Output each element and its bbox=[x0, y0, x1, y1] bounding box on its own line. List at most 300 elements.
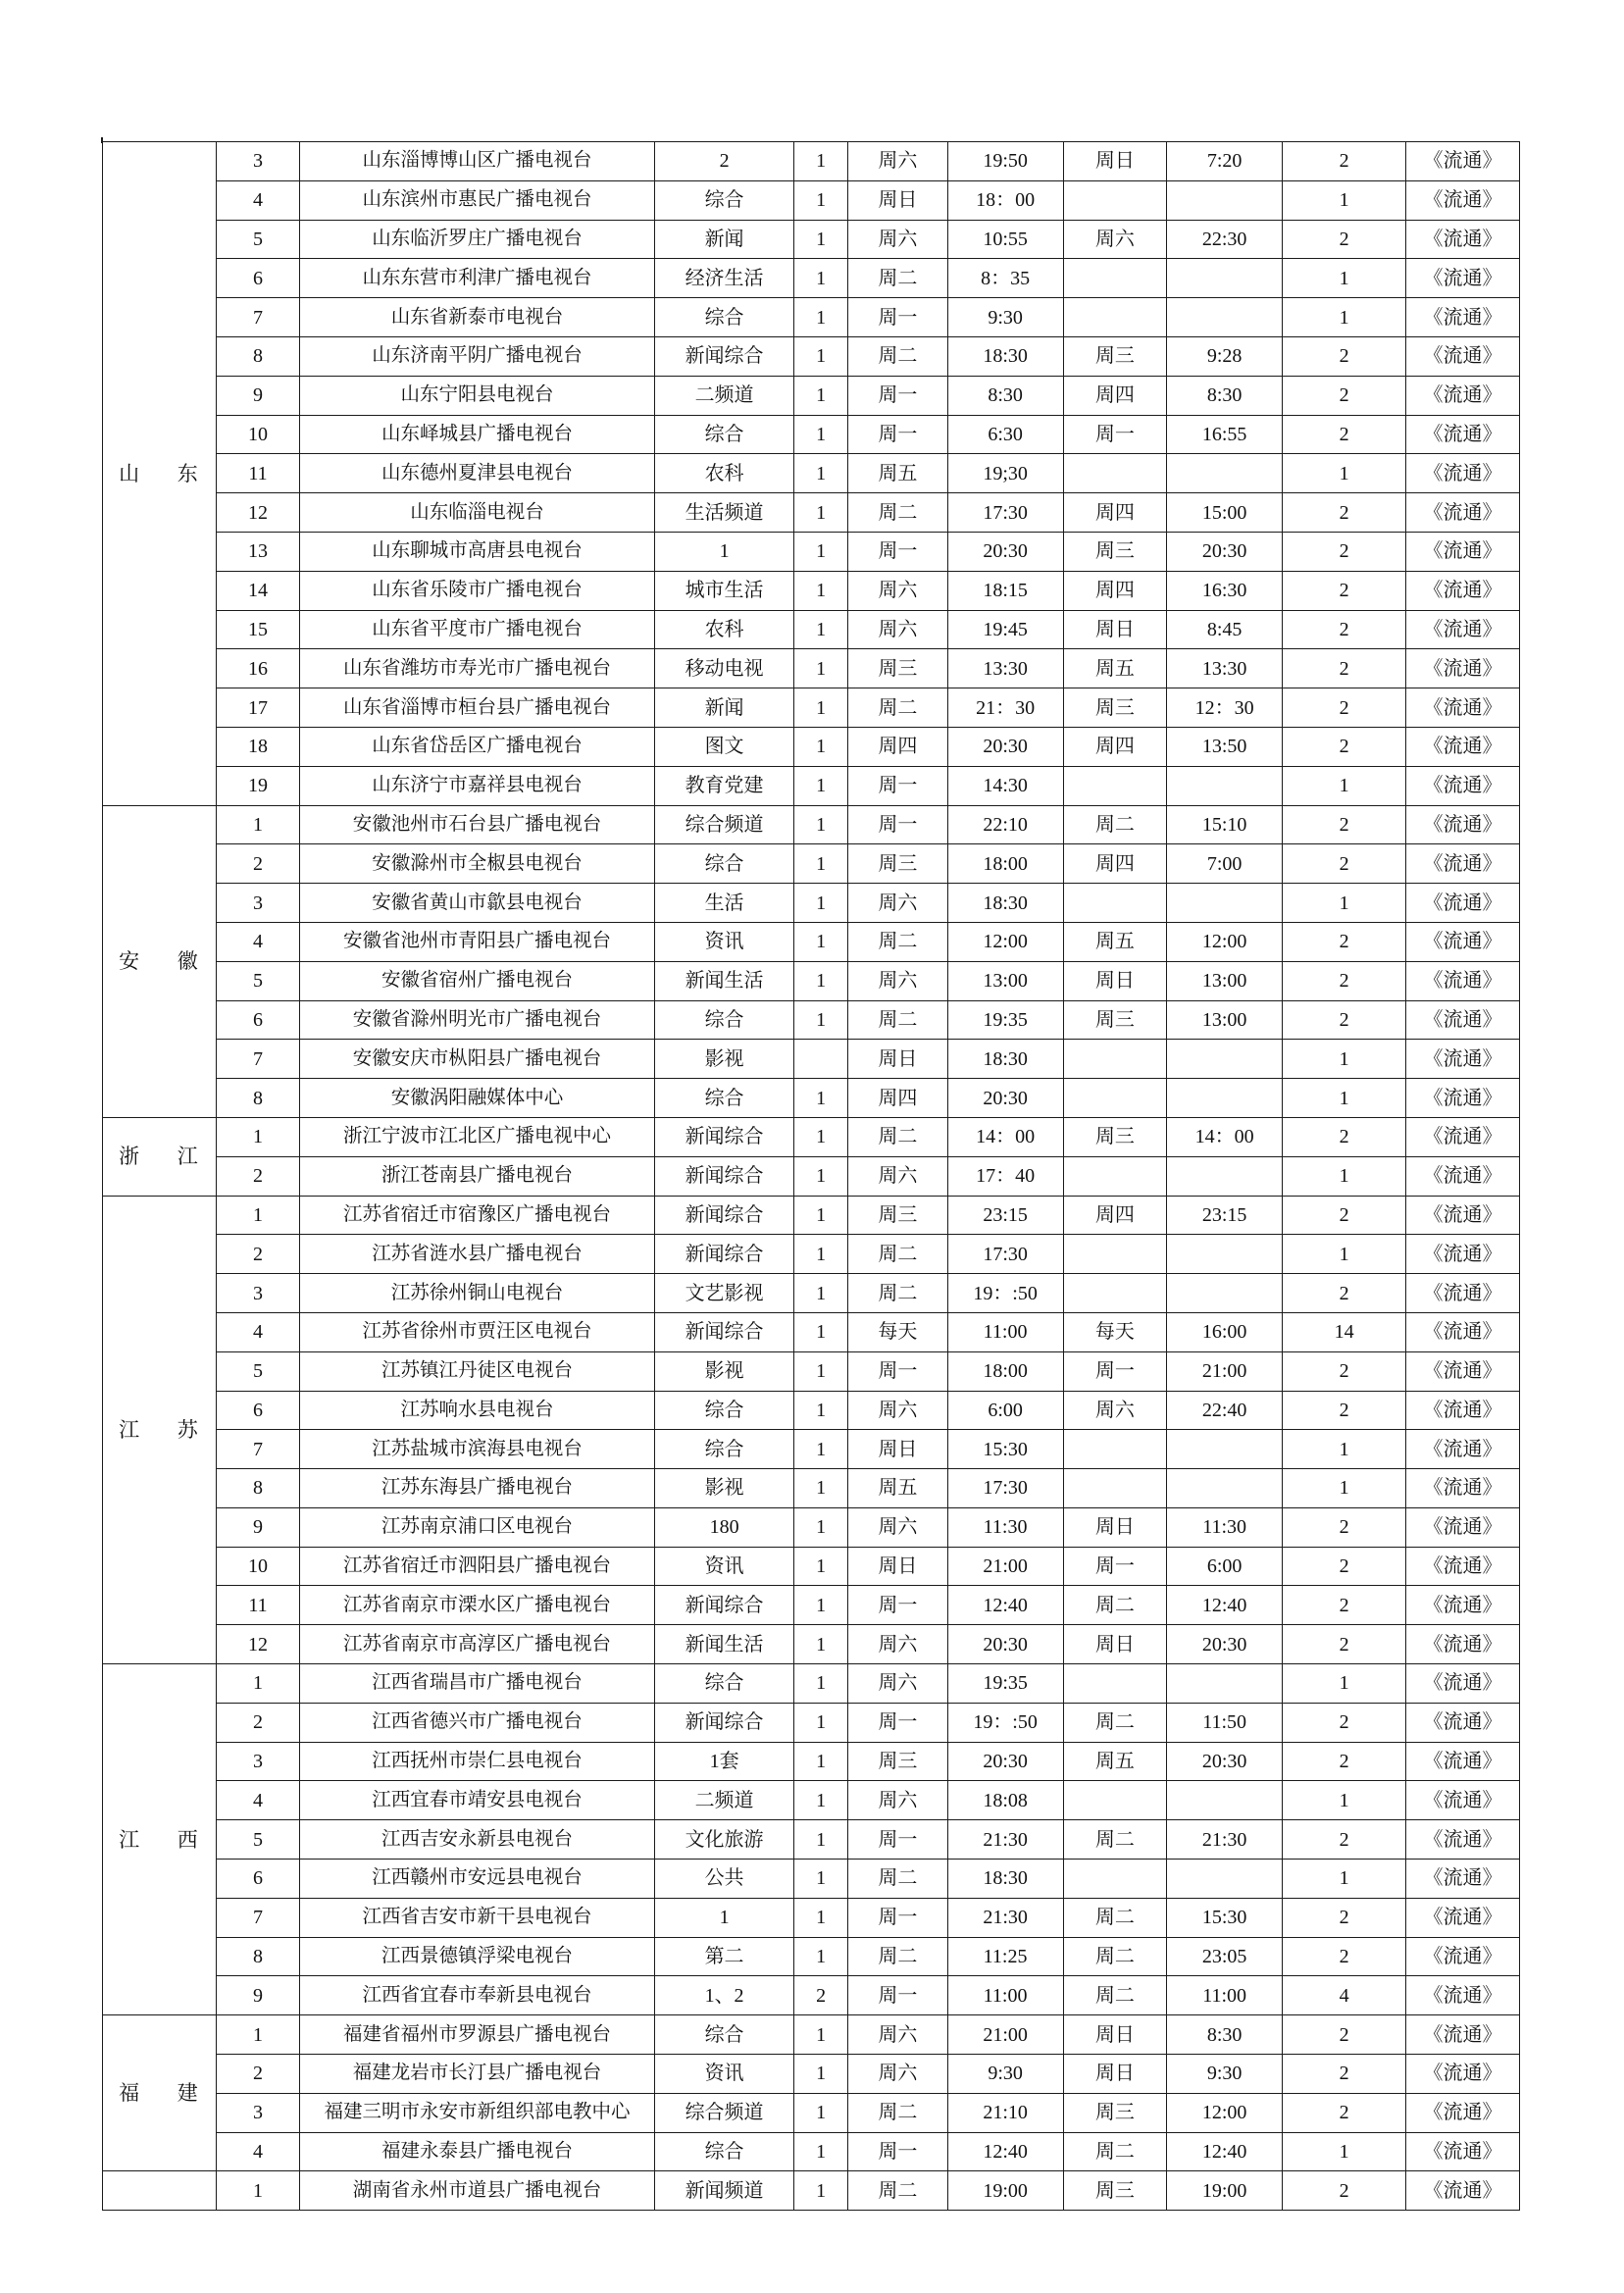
row-number-cell: 4 bbox=[216, 922, 299, 961]
channel-cell: 影视 bbox=[654, 1040, 793, 1079]
total-count-cell: 1 bbox=[1283, 884, 1406, 923]
time-1-cell: 17：40 bbox=[947, 1156, 1063, 1196]
table-row bbox=[103, 259, 1520, 298]
row-number-cell: 10 bbox=[216, 1547, 299, 1586]
day-1-cell: 周三 bbox=[848, 649, 948, 688]
total-count-cell: 2 bbox=[1283, 220, 1406, 259]
station-name-cell: 福建省福州市罗源县广播电视台 bbox=[300, 2015, 655, 2055]
program-name-cell: 《流通》 bbox=[1406, 1000, 1520, 1040]
channel-cell: 第二 bbox=[654, 1937, 793, 1976]
day-2-cell: 周二 bbox=[1063, 1820, 1167, 1860]
time-1-cell: 19;30 bbox=[947, 454, 1063, 493]
day-1-cell: 周一 bbox=[848, 1976, 948, 2015]
channel-cell: 新闻综合 bbox=[654, 1703, 793, 1742]
row-number-cell: 1 bbox=[216, 1196, 299, 1235]
day-1-cell: 周一 bbox=[848, 298, 948, 337]
total-count-cell: 14 bbox=[1283, 1312, 1406, 1351]
time-2-cell: 20:30 bbox=[1167, 1625, 1283, 1664]
province-label: 山 东 bbox=[103, 142, 217, 806]
channel-cell: 综合 bbox=[654, 1664, 793, 1704]
channel-cell: 教育党建 bbox=[654, 766, 793, 805]
time-2-cell: 13:50 bbox=[1167, 727, 1283, 766]
broadcast-count-cell: 1 bbox=[794, 884, 848, 923]
broadcast-count-cell: 1 bbox=[794, 1156, 848, 1196]
program-name-cell: 《流通》 bbox=[1406, 1937, 1520, 1976]
row-number-cell: 8 bbox=[216, 1469, 299, 1508]
table-row bbox=[103, 1507, 1520, 1547]
total-count-cell: 2 bbox=[1283, 376, 1406, 415]
day-1-cell: 周五 bbox=[848, 454, 948, 493]
time-1-cell: 19:35 bbox=[947, 1000, 1063, 1040]
day-2-cell bbox=[1063, 298, 1167, 337]
channel-cell: 新闻综合 bbox=[654, 1117, 793, 1156]
channel-cell: 新闻综合 bbox=[654, 1312, 793, 1351]
broadcast-count-cell: 1 bbox=[794, 1898, 848, 1937]
station-name-cell: 江西赣州市安远县电视台 bbox=[300, 1860, 655, 1899]
broadcast-count-cell: 1 bbox=[794, 336, 848, 376]
row-number-cell: 12 bbox=[216, 1625, 299, 1664]
day-1-cell: 周一 bbox=[848, 805, 948, 844]
table-row bbox=[103, 493, 1520, 533]
day-2-cell bbox=[1063, 1079, 1167, 1118]
table-row bbox=[103, 2055, 1520, 2094]
row-number-cell: 2 bbox=[216, 1235, 299, 1274]
total-count-cell: 2 bbox=[1283, 1196, 1406, 1235]
station-name-cell: 江西吉安永新县电视台 bbox=[300, 1820, 655, 1860]
row-number-cell: 8 bbox=[216, 1079, 299, 1118]
program-name-cell: 《流通》 bbox=[1406, 1079, 1520, 1118]
channel-cell: 综合 bbox=[654, 1430, 793, 1469]
program-name-cell: 《流通》 bbox=[1406, 1351, 1520, 1391]
day-1-cell: 周一 bbox=[848, 766, 948, 805]
broadcast-count-cell: 1 bbox=[794, 1079, 848, 1118]
day-1-cell: 周日 bbox=[848, 1547, 948, 1586]
program-name-cell: 《流通》 bbox=[1406, 1507, 1520, 1547]
time-2-cell: 23:15 bbox=[1167, 1196, 1283, 1235]
program-name-cell: 《流通》 bbox=[1406, 1547, 1520, 1586]
broadcast-count-cell: 1 bbox=[794, 727, 848, 766]
row-number-cell: 6 bbox=[216, 1860, 299, 1899]
total-count-cell: 2 bbox=[1283, 2093, 1406, 2132]
row-number-cell: 7 bbox=[216, 298, 299, 337]
channel-cell: 农科 bbox=[654, 610, 793, 649]
channel-cell: 生活 bbox=[654, 884, 793, 923]
row-number-cell: 12 bbox=[216, 493, 299, 533]
broadcast-count-cell: 1 bbox=[794, 1351, 848, 1391]
day-2-cell: 周二 bbox=[1063, 1976, 1167, 2015]
channel-cell: 综合 bbox=[654, 1000, 793, 1040]
day-2-cell: 周四 bbox=[1063, 376, 1167, 415]
program-name-cell: 《流通》 bbox=[1406, 1781, 1520, 1820]
time-1-cell: 6:00 bbox=[947, 1391, 1063, 1430]
channel-cell: 新闻综合 bbox=[654, 1156, 793, 1196]
time-1-cell: 18:30 bbox=[947, 1040, 1063, 1079]
row-number-cell: 1 bbox=[216, 1664, 299, 1704]
time-1-cell: 18:30 bbox=[947, 1860, 1063, 1899]
channel-cell: 公共 bbox=[654, 1860, 793, 1899]
total-count-cell: 2 bbox=[1283, 1391, 1406, 1430]
row-number-cell: 4 bbox=[216, 180, 299, 220]
time-2-cell: 7:20 bbox=[1167, 142, 1283, 181]
table-row bbox=[103, 1898, 1520, 1937]
channel-cell: 综合频道 bbox=[654, 805, 793, 844]
table-row bbox=[103, 415, 1520, 454]
time-2-cell: 21:30 bbox=[1167, 1820, 1283, 1860]
broadcast-count-cell: 1 bbox=[794, 688, 848, 728]
total-count-cell: 1 bbox=[1283, 1079, 1406, 1118]
program-name-cell: 《流通》 bbox=[1406, 1430, 1520, 1469]
table-row bbox=[103, 727, 1520, 766]
day-1-cell: 周六 bbox=[848, 961, 948, 1000]
row-number-cell: 6 bbox=[216, 259, 299, 298]
program-name-cell: 《流通》 bbox=[1406, 922, 1520, 961]
broadcast-count-cell: 1 bbox=[794, 493, 848, 533]
program-name-cell: 《流通》 bbox=[1406, 844, 1520, 884]
channel-cell: 综合 bbox=[654, 180, 793, 220]
time-2-cell: 14：00 bbox=[1167, 1117, 1283, 1156]
broadcast-count-cell: 1 bbox=[794, 1781, 848, 1820]
table-row bbox=[103, 1391, 1520, 1430]
total-count-cell: 2 bbox=[1283, 1586, 1406, 1625]
row-number-cell: 10 bbox=[216, 415, 299, 454]
channel-cell: 1、2 bbox=[654, 1976, 793, 2015]
program-name-cell: 《流通》 bbox=[1406, 727, 1520, 766]
day-2-cell bbox=[1063, 766, 1167, 805]
day-2-cell bbox=[1063, 454, 1167, 493]
day-2-cell: 周一 bbox=[1063, 415, 1167, 454]
table-row bbox=[103, 1742, 1520, 1781]
table-row bbox=[103, 2171, 1520, 2211]
day-1-cell: 周五 bbox=[848, 1469, 948, 1508]
total-count-cell: 2 bbox=[1283, 2171, 1406, 2211]
table-row bbox=[103, 180, 1520, 220]
station-name-cell: 山东济南平阴广播电视台 bbox=[300, 336, 655, 376]
broadcast-count-cell: 1 bbox=[794, 2015, 848, 2055]
time-1-cell: 18:00 bbox=[947, 1351, 1063, 1391]
station-name-cell: 福建永泰县广播电视台 bbox=[300, 2132, 655, 2171]
table-row bbox=[103, 805, 1520, 844]
day-1-cell: 周二 bbox=[848, 688, 948, 728]
station-name-cell: 安徽省滁州明光市广播电视台 bbox=[300, 1000, 655, 1040]
row-number-cell: 5 bbox=[216, 961, 299, 1000]
broadcast-count-cell: 1 bbox=[794, 1312, 848, 1351]
time-2-cell: 13:00 bbox=[1167, 1000, 1283, 1040]
station-name-cell: 安徽池州市石台县广播电视台 bbox=[300, 805, 655, 844]
table-row bbox=[103, 884, 1520, 923]
program-name-cell: 《流通》 bbox=[1406, 766, 1520, 805]
day-2-cell: 周日 bbox=[1063, 2055, 1167, 2094]
channel-cell: 综合 bbox=[654, 1391, 793, 1430]
time-1-cell: 20:30 bbox=[947, 1079, 1063, 1118]
program-name-cell: 《流通》 bbox=[1406, 1040, 1520, 1079]
day-2-cell bbox=[1063, 1781, 1167, 1820]
broadcast-count-cell: 1 bbox=[794, 415, 848, 454]
time-2-cell: 12:00 bbox=[1167, 922, 1283, 961]
time-1-cell: 23:15 bbox=[947, 1196, 1063, 1235]
row-number-cell: 9 bbox=[216, 1507, 299, 1547]
time-2-cell: 23:05 bbox=[1167, 1937, 1283, 1976]
table-row bbox=[103, 2015, 1520, 2055]
station-name-cell: 江苏镇江丹徒区电视台 bbox=[300, 1351, 655, 1391]
broadcast-count-cell: 1 bbox=[794, 259, 848, 298]
station-name-cell: 山东东营市利津广播电视台 bbox=[300, 259, 655, 298]
broadcast-count-cell: 1 bbox=[794, 1820, 848, 1860]
day-1-cell: 周四 bbox=[848, 1079, 948, 1118]
station-name-cell: 安徽省宿州广播电视台 bbox=[300, 961, 655, 1000]
table-row bbox=[103, 142, 1520, 181]
time-1-cell: 22:10 bbox=[947, 805, 1063, 844]
program-name-cell: 《流通》 bbox=[1406, 1703, 1520, 1742]
time-1-cell: 11:30 bbox=[947, 1507, 1063, 1547]
time-2-cell: 15:30 bbox=[1167, 1898, 1283, 1937]
broadcast-count-cell: 1 bbox=[794, 1547, 848, 1586]
day-2-cell bbox=[1063, 1860, 1167, 1899]
station-name-cell: 山东省乐陵市广播电视台 bbox=[300, 571, 655, 610]
broadcast-count-cell: 1 bbox=[794, 1469, 848, 1508]
total-count-cell: 1 bbox=[1283, 1040, 1406, 1079]
day-2-cell: 周二 bbox=[1063, 2132, 1167, 2171]
program-name-cell: 《流通》 bbox=[1406, 688, 1520, 728]
station-name-cell: 山东省潍坊市寿光市广播电视台 bbox=[300, 649, 655, 688]
time-2-cell bbox=[1167, 298, 1283, 337]
station-name-cell: 江苏省徐州市贾汪区电视台 bbox=[300, 1312, 655, 1351]
day-1-cell: 周四 bbox=[848, 727, 948, 766]
time-2-cell: 7:00 bbox=[1167, 844, 1283, 884]
table-row bbox=[103, 1079, 1520, 1118]
time-2-cell: 16:00 bbox=[1167, 1312, 1283, 1351]
broadcast-count-cell: 1 bbox=[794, 1000, 848, 1040]
station-name-cell: 江苏省南京市溧水区广播电视台 bbox=[300, 1586, 655, 1625]
day-2-cell: 周四 bbox=[1063, 727, 1167, 766]
day-1-cell: 周日 bbox=[848, 1430, 948, 1469]
table-left-edge-top bbox=[101, 137, 103, 143]
day-2-cell: 周四 bbox=[1063, 493, 1167, 533]
program-name-cell: 《流通》 bbox=[1406, 649, 1520, 688]
day-1-cell: 周三 bbox=[848, 844, 948, 884]
program-name-cell: 《流通》 bbox=[1406, 376, 1520, 415]
station-name-cell: 江苏省宿迁市宿豫区广播电视台 bbox=[300, 1196, 655, 1235]
row-number-cell: 4 bbox=[216, 2132, 299, 2171]
time-2-cell: 11:50 bbox=[1167, 1703, 1283, 1742]
day-2-cell: 周二 bbox=[1063, 1586, 1167, 1625]
row-number-cell: 5 bbox=[216, 1820, 299, 1860]
station-name-cell: 湖南省永州市道县广播电视台 bbox=[300, 2171, 655, 2211]
channel-cell: 影视 bbox=[654, 1469, 793, 1508]
time-2-cell: 20:30 bbox=[1167, 532, 1283, 571]
day-2-cell: 周三 bbox=[1063, 2171, 1167, 2211]
program-name-cell: 《流通》 bbox=[1406, 220, 1520, 259]
day-1-cell: 周一 bbox=[848, 1703, 948, 1742]
time-2-cell bbox=[1167, 1274, 1283, 1313]
day-1-cell: 周一 bbox=[848, 532, 948, 571]
day-1-cell: 周二 bbox=[848, 1000, 948, 1040]
time-1-cell: 18:00 bbox=[947, 844, 1063, 884]
total-count-cell: 4 bbox=[1283, 1976, 1406, 2015]
time-2-cell: 16:30 bbox=[1167, 571, 1283, 610]
table-row bbox=[103, 1860, 1520, 1899]
table-row bbox=[103, 688, 1520, 728]
broadcast-count-cell: 1 bbox=[794, 922, 848, 961]
total-count-cell: 2 bbox=[1283, 2055, 1406, 2094]
channel-cell: 综合 bbox=[654, 2015, 793, 2055]
day-1-cell: 周二 bbox=[848, 336, 948, 376]
day-2-cell: 周日 bbox=[1063, 142, 1167, 181]
row-number-cell: 16 bbox=[216, 649, 299, 688]
total-count-cell: 1 bbox=[1283, 1469, 1406, 1508]
table-row bbox=[103, 922, 1520, 961]
program-name-cell: 《流通》 bbox=[1406, 259, 1520, 298]
row-number-cell: 1 bbox=[216, 2015, 299, 2055]
total-count-cell: 2 bbox=[1283, 649, 1406, 688]
day-1-cell: 周二 bbox=[848, 2171, 948, 2211]
total-count-cell: 1 bbox=[1283, 1430, 1406, 1469]
table-row bbox=[103, 1117, 1520, 1156]
channel-cell: 新闻综合 bbox=[654, 1196, 793, 1235]
time-2-cell: 9:28 bbox=[1167, 336, 1283, 376]
time-2-cell: 11:30 bbox=[1167, 1507, 1283, 1547]
row-number-cell: 11 bbox=[216, 454, 299, 493]
row-number-cell: 3 bbox=[216, 1742, 299, 1781]
day-1-cell: 周二 bbox=[848, 1117, 948, 1156]
broadcast-count-cell: 1 bbox=[794, 1274, 848, 1313]
station-name-cell: 山东宁阳县电视台 bbox=[300, 376, 655, 415]
time-2-cell: 9:30 bbox=[1167, 2055, 1283, 2094]
time-2-cell bbox=[1167, 1664, 1283, 1704]
time-1-cell: 21:00 bbox=[947, 2015, 1063, 2055]
day-1-cell: 周一 bbox=[848, 1820, 948, 1860]
day-1-cell: 周六 bbox=[848, 2055, 948, 2094]
time-2-cell: 15:00 bbox=[1167, 493, 1283, 533]
time-2-cell: 8:45 bbox=[1167, 610, 1283, 649]
channel-cell: 图文 bbox=[654, 727, 793, 766]
station-name-cell: 山东省淄博市桓台县广播电视台 bbox=[300, 688, 655, 728]
row-number-cell: 3 bbox=[216, 1274, 299, 1313]
time-1-cell: 14：00 bbox=[947, 1117, 1063, 1156]
broadcast-count-cell: 1 bbox=[794, 298, 848, 337]
day-1-cell: 周六 bbox=[848, 142, 948, 181]
table-row bbox=[103, 1547, 1520, 1586]
station-name-cell: 安徽涡阳融媒体中心 bbox=[300, 1079, 655, 1118]
day-1-cell: 周一 bbox=[848, 376, 948, 415]
time-2-cell: 22:30 bbox=[1167, 220, 1283, 259]
time-1-cell: 14:30 bbox=[947, 766, 1063, 805]
total-count-cell: 2 bbox=[1283, 571, 1406, 610]
channel-cell: 城市生活 bbox=[654, 571, 793, 610]
row-number-cell: 3 bbox=[216, 884, 299, 923]
day-2-cell bbox=[1063, 1040, 1167, 1079]
day-1-cell: 周六 bbox=[848, 571, 948, 610]
row-number-cell: 8 bbox=[216, 1937, 299, 1976]
table-row bbox=[103, 1156, 1520, 1196]
row-number-cell: 7 bbox=[216, 1898, 299, 1937]
broadcast-count-cell: 1 bbox=[794, 649, 848, 688]
day-1-cell: 周二 bbox=[848, 2093, 948, 2132]
day-1-cell: 周六 bbox=[848, 2015, 948, 2055]
time-1-cell: 12:00 bbox=[947, 922, 1063, 961]
broadcast-count-cell: 1 bbox=[794, 844, 848, 884]
day-2-cell: 周二 bbox=[1063, 805, 1167, 844]
time-1-cell: 6:30 bbox=[947, 415, 1063, 454]
channel-cell: 新闻频道 bbox=[654, 2171, 793, 2211]
time-1-cell: 20:30 bbox=[947, 1742, 1063, 1781]
table-row bbox=[103, 1274, 1520, 1313]
broadcast-count-cell: 1 bbox=[794, 766, 848, 805]
program-name-cell: 《流通》 bbox=[1406, 2132, 1520, 2171]
total-count-cell: 2 bbox=[1283, 1547, 1406, 1586]
row-number-cell: 9 bbox=[216, 1976, 299, 2015]
time-2-cell bbox=[1167, 180, 1283, 220]
time-2-cell bbox=[1167, 1156, 1283, 1196]
day-2-cell: 周一 bbox=[1063, 1351, 1167, 1391]
broadcast-count-cell: 1 bbox=[794, 454, 848, 493]
time-1-cell: 11:25 bbox=[947, 1937, 1063, 1976]
table-row bbox=[103, 844, 1520, 884]
broadcast-count-cell: 1 bbox=[794, 532, 848, 571]
program-name-cell: 《流通》 bbox=[1406, 1312, 1520, 1351]
station-name-cell: 福建三明市永安市新组织部电教中心 bbox=[300, 2093, 655, 2132]
day-2-cell: 周五 bbox=[1063, 1742, 1167, 1781]
station-name-cell: 江西省德兴市广播电视台 bbox=[300, 1703, 655, 1742]
row-number-cell: 14 bbox=[216, 571, 299, 610]
channel-cell: 影视 bbox=[654, 1351, 793, 1391]
station-name-cell: 山东临沂罗庄广播电视台 bbox=[300, 220, 655, 259]
broadcast-count-cell: 1 bbox=[794, 2132, 848, 2171]
station-name-cell: 山东济宁市嘉祥县电视台 bbox=[300, 766, 655, 805]
time-2-cell: 20:30 bbox=[1167, 1742, 1283, 1781]
total-count-cell: 1 bbox=[1283, 1860, 1406, 1899]
time-2-cell: 22:40 bbox=[1167, 1391, 1283, 1430]
day-2-cell bbox=[1063, 1469, 1167, 1508]
time-1-cell: 17:30 bbox=[947, 1469, 1063, 1508]
day-1-cell: 周六 bbox=[848, 610, 948, 649]
broadcast-count-cell: 1 bbox=[794, 1117, 848, 1156]
station-name-cell: 江苏盐城市滨海县电视台 bbox=[300, 1430, 655, 1469]
day-2-cell: 周三 bbox=[1063, 1117, 1167, 1156]
program-name-cell: 《流通》 bbox=[1406, 1391, 1520, 1430]
channel-cell: 经济生活 bbox=[654, 259, 793, 298]
row-number-cell: 2 bbox=[216, 844, 299, 884]
table-row bbox=[103, 1000, 1520, 1040]
time-1-cell: 21:30 bbox=[947, 1898, 1063, 1937]
table-row bbox=[103, 1196, 1520, 1235]
time-1-cell: 18:15 bbox=[947, 571, 1063, 610]
time-1-cell: 9:30 bbox=[947, 298, 1063, 337]
program-name-cell: 《流通》 bbox=[1406, 805, 1520, 844]
program-name-cell: 《流通》 bbox=[1406, 610, 1520, 649]
station-name-cell: 山东省新泰市电视台 bbox=[300, 298, 655, 337]
broadcast-count-cell: 2 bbox=[794, 1976, 848, 2015]
table-row bbox=[103, 376, 1520, 415]
time-2-cell: 12:40 bbox=[1167, 2132, 1283, 2171]
day-2-cell: 周三 bbox=[1063, 1000, 1167, 1040]
program-name-cell: 《流通》 bbox=[1406, 2015, 1520, 2055]
day-2-cell: 周三 bbox=[1063, 2093, 1167, 2132]
day-2-cell: 周二 bbox=[1063, 1703, 1167, 1742]
row-number-cell: 7 bbox=[216, 1430, 299, 1469]
time-1-cell: 21：30 bbox=[947, 688, 1063, 728]
day-1-cell: 周一 bbox=[848, 1898, 948, 1937]
row-number-cell: 1 bbox=[216, 1117, 299, 1156]
broadcast-count-cell: 1 bbox=[794, 805, 848, 844]
day-2-cell: 周三 bbox=[1063, 688, 1167, 728]
time-1-cell: 13:30 bbox=[947, 649, 1063, 688]
time-1-cell: 20:30 bbox=[947, 532, 1063, 571]
time-1-cell: 8：35 bbox=[947, 259, 1063, 298]
total-count-cell: 2 bbox=[1283, 1117, 1406, 1156]
day-1-cell: 周六 bbox=[848, 1391, 948, 1430]
row-number-cell: 3 bbox=[216, 2093, 299, 2132]
table-row bbox=[103, 1040, 1520, 1079]
